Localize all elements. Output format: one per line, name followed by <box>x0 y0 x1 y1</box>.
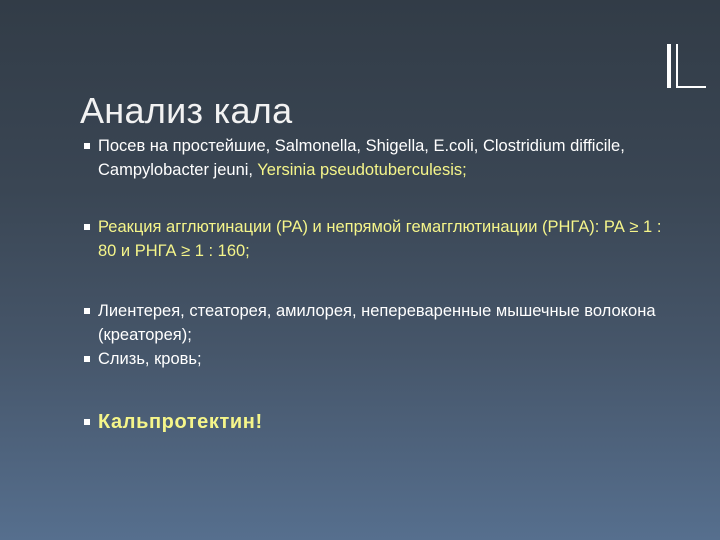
title-decoration-bar-thin <box>676 44 678 88</box>
slide-content <box>84 134 684 436</box>
title-decoration-line <box>676 86 706 88</box>
bullet-text: Посев на простейшие, Salmonella, Shigella, E.coli, Clostridium difficile, Campylobacter jeuni, <box>98 137 625 179</box>
bullet-marker <box>84 143 90 149</box>
bullet-text: Лиентерея, стеаторея, амилорея, непереваренные мышечные волокона (креаторея); <box>98 302 656 344</box>
bullet-text-highlight: Yersinia pseudotuberculesis; <box>257 161 467 179</box>
bullet-mucus-blood <box>84 347 684 371</box>
bullet-marker <box>84 356 90 362</box>
bullet-stool-culture <box>84 134 684 182</box>
slide-title: Анализ кала <box>80 90 293 132</box>
bullet-text-highlight: Реакция агглютинации (РА) и непрямой гемагглютинации (РНГА): РА ≥ 1 : 80 и РНГА ≥ 1 : 160; <box>98 218 662 260</box>
bullet-text-highlight: Кальпротектин! <box>98 411 263 433</box>
bullet-lientery <box>84 299 684 347</box>
bullet-marker <box>84 419 90 425</box>
bullet-marker <box>84 224 90 230</box>
bullet-marker <box>84 308 90 314</box>
bullet-agglutination <box>84 215 684 263</box>
title-decoration-bar-thick <box>667 44 671 88</box>
bullet-calprotectin <box>84 408 684 436</box>
bullet-text: Слизь, кровь; <box>98 350 202 368</box>
